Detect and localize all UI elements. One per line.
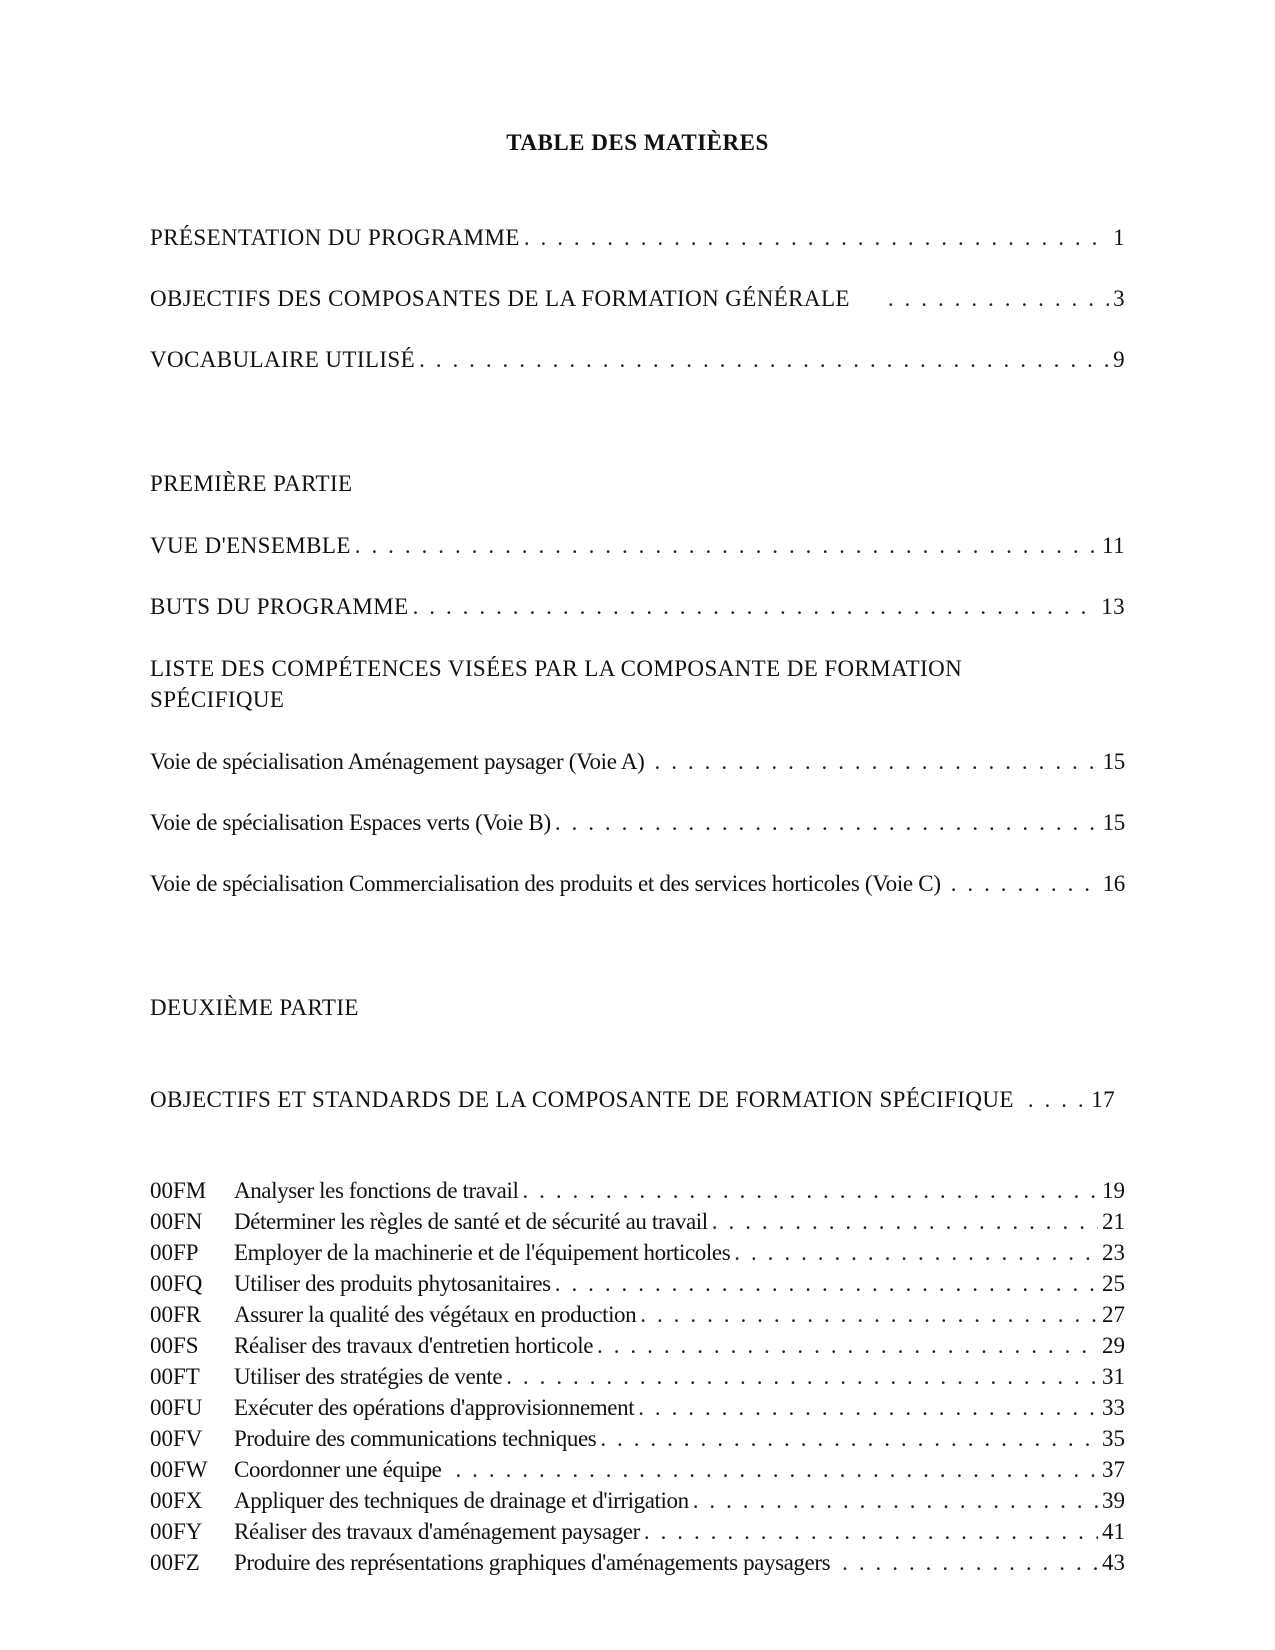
dot-leader: [506, 1361, 1098, 1392]
competency-label: Analyser les fonctions de travail: [234, 1178, 519, 1203]
competency-row[interactable]: [150, 1268, 1125, 1299]
toc-page-number: 11: [1102, 533, 1125, 558]
toc-page-number: 29: [1102, 1333, 1125, 1358]
toc-page-number: 35: [1102, 1426, 1125, 1451]
competency-row[interactable]: [150, 1423, 1125, 1454]
toc-page-number: 33: [1102, 1395, 1125, 1420]
competency-code: 00FN: [150, 1209, 203, 1234]
dot-leader: [655, 746, 1099, 778]
toc-page-number: 21: [1102, 1209, 1125, 1234]
dot-leader: [555, 807, 1099, 839]
toc-entry-label: OBJECTIFS ET STANDARDS DE LA COMPOSANTE DE FORMATION SPÉCIFIQUE: [150, 1087, 1014, 1112]
competencies-list-heading: LISTE DES COMPÉTENCES VISÉES PAR LA COMPOSANTE DE FORMATION SPÉCIFIQUE: [150, 656, 963, 712]
toc-page-number: 17: [1091, 1087, 1115, 1112]
dot-leader: [600, 1423, 1098, 1454]
competency-code: 00FX: [150, 1488, 203, 1513]
competency-row[interactable]: [150, 1516, 1125, 1547]
competency-code: 00FM: [150, 1178, 207, 1203]
toc-entry-voie-b[interactable]: [150, 807, 1125, 839]
competency-label: Produire des représentations graphiques d'aménagements paysagers: [234, 1550, 831, 1575]
competency-label: Assurer la qualité des végétaux en production: [234, 1302, 637, 1327]
toc-page-number: 1: [1113, 225, 1125, 250]
competency-row[interactable]: [150, 1392, 1125, 1423]
toc-page-number: 39: [1102, 1488, 1125, 1513]
competency-label: Produire des communications techniques: [234, 1426, 597, 1451]
competency-code: 00FT: [150, 1364, 200, 1389]
toc-entry-label: VOCABULAIRE UTILISÉ: [150, 347, 416, 372]
competency-label: Déterminer les règles de santé et de sécurité au travail: [234, 1209, 708, 1234]
competency-code: 00FS: [150, 1333, 199, 1358]
competency-row[interactable]: [150, 1330, 1125, 1361]
toc-page-number: 23: [1102, 1240, 1125, 1265]
dot-leader: [888, 283, 1109, 315]
dot-leader: [640, 1299, 1098, 1330]
competency-label: Appliquer des techniques de drainage et d'irrigation: [234, 1488, 689, 1513]
toc-page-number: 41: [1102, 1519, 1125, 1544]
dot-leader: [419, 344, 1109, 376]
competency-code: 00FR: [150, 1302, 202, 1327]
toc-entry-label: Voie de spécialisation Espaces verts (Voie B): [150, 810, 551, 835]
toc-page-number: 43: [1102, 1550, 1125, 1575]
competency-code: 00FQ: [150, 1271, 203, 1296]
dot-leader: [355, 530, 1098, 562]
part-two-heading: DEUXIÈME PARTIE: [150, 995, 359, 1020]
toc-entry-label: VUE D'ENSEMBLE: [150, 533, 351, 558]
part-one-heading: PREMIÈRE PARTIE: [150, 471, 353, 496]
toc-entry-label: PRÉSENTATION DU PROGRAMME: [150, 225, 520, 250]
dot-leader: [1028, 1084, 1087, 1116]
competency-label: Employer de la machinerie et de l'équipement horticoles: [234, 1240, 731, 1265]
toc-page-number: 9: [1113, 347, 1125, 372]
competency-label: Exécuter des opérations d'approvisionnement: [234, 1395, 635, 1420]
competency-row[interactable]: [150, 1299, 1125, 1330]
dot-leader: [522, 1175, 1098, 1206]
competency-code: 00FP: [150, 1240, 199, 1265]
dot-leader: [455, 1454, 1098, 1485]
toc-entry-label: BUTS DU PROGRAMME: [150, 594, 409, 619]
toc-entry-label: OBJECTIFS DES COMPOSANTES DE LA FORMATION GÉNÉRALE: [150, 286, 850, 311]
competency-row[interactable]: [150, 1454, 1125, 1485]
toc-entry-voie-a[interactable]: [150, 746, 1125, 778]
toc-page-number: 15: [1102, 749, 1125, 774]
competency-code: 00FV: [150, 1426, 203, 1451]
dot-leader: [693, 1485, 1098, 1516]
competency-row[interactable]: [150, 1237, 1125, 1268]
dot-leader: [734, 1237, 1098, 1268]
toc-entry-presentation[interactable]: [150, 222, 1125, 254]
competency-row[interactable]: [150, 1485, 1125, 1516]
toc-page-number: 27: [1102, 1302, 1125, 1327]
dot-leader: [413, 591, 1098, 623]
toc-entry-voie-c[interactable]: [150, 868, 1125, 900]
dot-leader: [555, 1268, 1098, 1299]
dot-leader: [644, 1516, 1098, 1547]
toc-entry-label: Voie de spécialisation Aménagement paysager (Voie A): [150, 749, 645, 774]
competency-row[interactable]: [150, 1361, 1125, 1392]
toc-page-number: 19: [1102, 1178, 1125, 1203]
competency-code: 00FZ: [150, 1550, 200, 1575]
dot-leader: [638, 1392, 1098, 1423]
competency-row[interactable]: [150, 1206, 1125, 1237]
toc-page-number: 3: [1113, 286, 1125, 311]
toc-page-number: 37: [1102, 1457, 1125, 1482]
toc-page-number: 25: [1102, 1271, 1125, 1296]
toc-entry-vocabulaire[interactable]: [150, 344, 1125, 376]
toc-entry-objectifs-formation-generale[interactable]: [150, 283, 1125, 315]
dot-leader: [712, 1206, 1098, 1237]
toc-entry-vue-ensemble[interactable]: [150, 530, 1125, 562]
toc-entry-objectifs-standards[interactable]: [150, 1084, 1115, 1116]
competency-label: Utiliser des produits phytosanitaires: [234, 1271, 551, 1296]
competency-label: Utiliser des stratégies de vente: [234, 1364, 503, 1389]
competency-code: 00FU: [150, 1395, 203, 1420]
toc-entry-buts[interactable]: [150, 591, 1125, 623]
toc-page-number: 31: [1102, 1364, 1125, 1389]
toc-page-number: 15: [1102, 810, 1125, 835]
dot-leader: [597, 1330, 1098, 1361]
dot-leader: [951, 868, 1099, 900]
dot-leader: [842, 1547, 1098, 1578]
competency-row[interactable]: [150, 1175, 1125, 1206]
competency-label: Réaliser des travaux d'aménagement paysager: [234, 1519, 640, 1544]
competency-row[interactable]: [150, 1547, 1125, 1578]
toc-page-number: 13: [1101, 594, 1125, 619]
competency-code: 00FW: [150, 1457, 208, 1482]
toc-page-number: 16: [1102, 871, 1125, 896]
competency-label: Coordonner une équipe: [234, 1457, 442, 1482]
page-title: TABLE DES MATIÈRES: [506, 130, 769, 155]
competency-label: Réaliser des travaux d'entretien horticole: [234, 1333, 594, 1358]
toc-entry-label: Voie de spécialisation Commercialisation des produits et des services horticoles (Voie C): [150, 871, 941, 896]
dot-leader: [524, 222, 1109, 254]
competency-code: 00FY: [150, 1519, 203, 1544]
